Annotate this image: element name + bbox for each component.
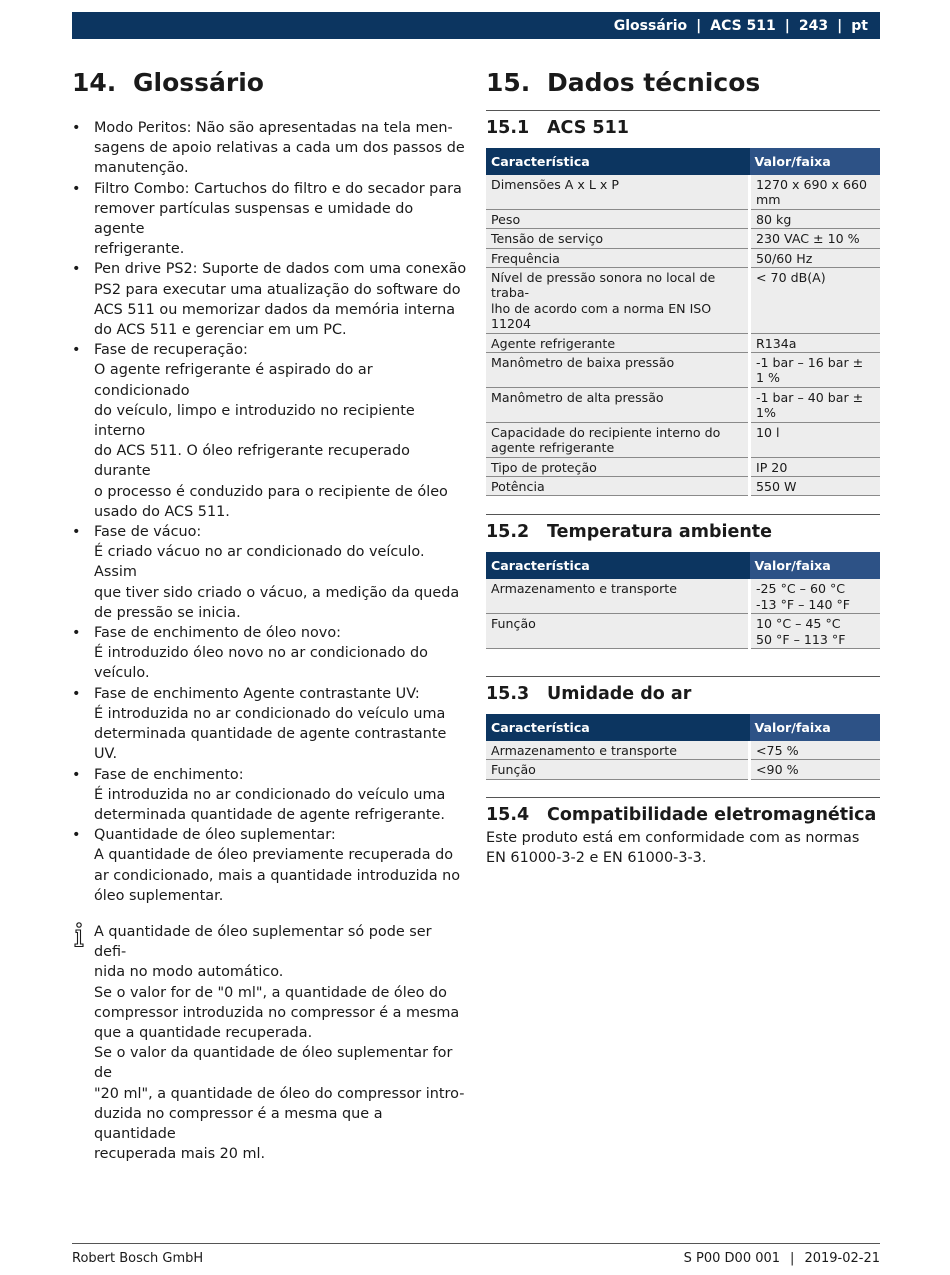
section-heading	[486, 115, 880, 141]
table-cell-value: 50/60 Hz	[750, 248, 881, 267]
footer-separator: |	[790, 1251, 795, 1266]
glossary-item-text: Fase de enchimento: É introduzida no ar condicionado do veículo uma determinada quantidade de agente refrigerante.	[94, 766, 446, 823]
column-header-value: Valor/faixa	[750, 148, 881, 175]
header-product: ACS 511	[710, 17, 776, 34]
footer-divider	[72, 1243, 880, 1244]
footer-doc-id: S P00 D00 001	[683, 1251, 781, 1266]
section-title: Compatibilidade eletromagnética	[547, 804, 877, 825]
section-number: 15.1	[486, 118, 530, 138]
table-row	[486, 741, 880, 760]
table-cell-value: -1 bar – 40 bar ± 1%	[750, 387, 881, 422]
emc-text: Este produto está em conformidade com as normas EN 61000-3-2 e EN 61000-3-3.	[486, 829, 860, 866]
list-item	[72, 765, 468, 826]
table-row	[486, 387, 880, 422]
section-title: Umidade do ar	[547, 683, 692, 704]
table-cell-characteristic: Armazenamento e transporte	[486, 741, 750, 760]
info-note	[72, 922, 468, 1164]
column-header-characteristic: Característica	[486, 714, 750, 741]
glossary-item-text: Fase de recuperação: O agente refrigerante é aspirado do ar condicionado do veículo, limpo e introduzido no recipiente interno do ACS 511. O óleo refrigerante recuperado durante o processo é conduzido para o recipiente de óleo usado do ACS 511.	[94, 342, 448, 520]
list-item	[72, 259, 468, 340]
table-cell-value: < 70 dB(A)	[750, 268, 881, 334]
bullet-icon: •	[72, 524, 81, 541]
section-humidity	[486, 676, 880, 780]
table-cell-characteristic: Função	[486, 614, 750, 649]
table-cell-value: -25 °C – 60 °C -13 °F – 140 °F	[750, 579, 881, 613]
table-cell-characteristic: Função	[486, 760, 750, 779]
table-cell-value: R134a	[750, 333, 881, 352]
glossary-heading-title: Glossário	[133, 68, 264, 97]
table-row	[486, 175, 880, 209]
list-item	[72, 340, 468, 522]
table-cell-characteristic: Armazenamento e transporte	[486, 579, 750, 613]
bullet-icon: •	[72, 625, 81, 642]
info-icon	[72, 922, 86, 948]
tech-data-heading-title: Dados técnicos	[547, 68, 761, 97]
list-item	[72, 623, 468, 684]
section-heading	[486, 519, 880, 545]
list-item	[72, 825, 468, 906]
table-row	[486, 579, 880, 613]
table-cell-value: 10 °C – 45 °C 50 °F – 113 °F	[750, 614, 881, 649]
spec-table-temperature	[486, 552, 880, 649]
table-row	[486, 268, 880, 334]
header-separator: |	[696, 17, 702, 34]
glossary-item-text: Fase de vácuo: É criado vácuo no ar condicionado do veículo. Assim que tiver sido criado o vácuo, a medição da queda de pressão se inicia.	[94, 524, 460, 621]
table-cell-characteristic: Potência	[486, 476, 750, 495]
bullet-icon: •	[72, 827, 81, 844]
footer-company: Robert Bosch GmbH	[72, 1251, 204, 1266]
footer-date: 2019-02-21	[804, 1251, 880, 1266]
glossary-heading	[72, 62, 468, 104]
glossary-item-text: Pen drive PS2: Suporte de dados com uma conexão PS2 para executar uma atualização do software do ACS 511 ou memorizar dados da memória interna do ACS 511 e gerenciar em um PC.	[94, 261, 467, 339]
table-cell-value: 10 l	[750, 422, 881, 457]
column-header-characteristic: Característica	[486, 552, 750, 579]
table-cell-characteristic: Frequência	[486, 248, 750, 267]
bullet-icon: •	[72, 685, 81, 702]
list-item	[72, 179, 468, 260]
page-header	[72, 12, 880, 39]
table-cell-characteristic: Manômetro de baixa pressão	[486, 353, 750, 388]
footer-meta	[684, 1251, 880, 1266]
table-header-row	[486, 148, 880, 175]
glossary-column	[72, 62, 468, 1164]
table-row	[486, 457, 880, 476]
section-title: Temperatura ambiente	[547, 522, 773, 543]
section-heading	[486, 802, 880, 828]
table-cell-value: 1270 x 690 x 660 mm	[750, 175, 881, 209]
table-header-row	[486, 714, 880, 741]
table-row	[486, 422, 880, 457]
table-row	[486, 209, 880, 228]
spec-table-acs511	[486, 148, 880, 496]
section-title: ACS 511	[547, 118, 629, 138]
table-cell-value: -1 bar – 16 bar ± 1 %	[750, 353, 881, 388]
table-cell-characteristic: Capacidade do recipiente interno do agente refrigerante	[486, 422, 750, 457]
table-row	[486, 353, 880, 388]
column-header-characteristic: Característica	[486, 148, 750, 175]
glossary-item-text: Fase de enchimento de óleo novo: É introduzido óleo novo no ar condicionado do veículo.	[94, 625, 428, 682]
table-cell-characteristic: Manômetro de alta pressão	[486, 387, 750, 422]
table-row	[486, 333, 880, 352]
bullet-icon: •	[72, 766, 81, 783]
header-page-number: 243	[798, 17, 829, 34]
section-acs511	[486, 110, 880, 496]
bullet-icon: •	[72, 261, 81, 278]
glossary-item-text: Modo Peritos: Não são apresentadas na tela men- sagens de apoio relativas a cada um dos passos de manutenção.	[94, 120, 465, 177]
spec-table-humidity	[486, 714, 880, 780]
column-header-value: Valor/faixa	[750, 552, 881, 579]
header-separator: |	[784, 17, 790, 34]
table-row	[486, 229, 880, 248]
glossary-item-text: Fase de enchimento Agente contrastante UV: É introduzida no ar condicionado do veículo uma determinada quantidade de agente contrastante UV.	[94, 685, 447, 763]
column-header-value: Valor/faixa	[750, 714, 881, 741]
tech-data-column	[486, 62, 880, 868]
table-row	[486, 760, 880, 779]
section-ambient-temperature	[486, 514, 880, 649]
table-cell-characteristic: Peso	[486, 209, 750, 228]
section-heading	[486, 681, 880, 707]
table-row	[486, 614, 880, 649]
glossary-item-text: Quantidade de óleo suplementar: A quantidade de óleo previamente recuperada do ar condicionado, mais a quantidade introduzida no óleo suplementar.	[94, 827, 461, 904]
table-header-row	[486, 552, 880, 579]
table-cell-value: <75 %	[750, 741, 881, 760]
table-cell-characteristic: Agente refrigerante	[486, 333, 750, 352]
header-section: Glossário	[613, 17, 688, 34]
table-row	[486, 476, 880, 495]
bullet-icon: •	[72, 120, 81, 136]
tech-data-heading-number: 15.	[486, 68, 531, 97]
section-number: 15.4	[486, 804, 530, 825]
table-cell-characteristic: Nível de pressão sonora no local de traba- lho de acordo com a norma EN ISO 11204	[486, 268, 750, 334]
bullet-icon: •	[72, 180, 81, 197]
table-row	[486, 248, 880, 267]
table-cell-value: 80 kg	[750, 209, 881, 228]
section-number: 15.2	[486, 522, 530, 543]
table-cell-value: 230 VAC ± 10 %	[750, 229, 881, 248]
table-cell-value: IP 20	[750, 457, 881, 476]
section-number: 15.3	[486, 683, 530, 704]
glossary-list	[72, 118, 468, 906]
bullet-icon: •	[72, 342, 81, 359]
table-cell-value: 550 W	[750, 476, 881, 495]
glossary-heading-number: 14.	[72, 68, 117, 97]
table-cell-characteristic: Dimensões A x L x P	[486, 175, 750, 209]
table-cell-value: <90 %	[750, 760, 881, 779]
header-separator: |	[837, 17, 843, 34]
table-cell-characteristic: Tipo de proteção	[486, 457, 750, 476]
list-item	[72, 118, 468, 179]
table-cell-characteristic: Tensão de serviço	[486, 229, 750, 248]
section-emc	[486, 797, 880, 868]
info-note-text: A quantidade de óleo suplementar só pode ser defi- nida no modo automático. Se o valor for de "0 ml", a quantidade de óleo do compressor introduzida no compressor é a mesma que a quantidade recuperada. Se o valor da quantidade de óleo suplementar for de "20 ml", a quantidade de óleo do compressor intro- duzida no compressor é a mesma que a quantidade recuperada mais 20 ml.	[94, 923, 465, 1163]
header-language: pt	[851, 17, 868, 34]
tech-data-heading	[486, 62, 880, 104]
list-item	[72, 522, 468, 623]
glossary-item-text: Filtro Combo: Cartuchos do filtro e do secador para remover partículas suspensas e umidade do agente refrigerante.	[94, 180, 462, 258]
list-item	[72, 684, 468, 765]
